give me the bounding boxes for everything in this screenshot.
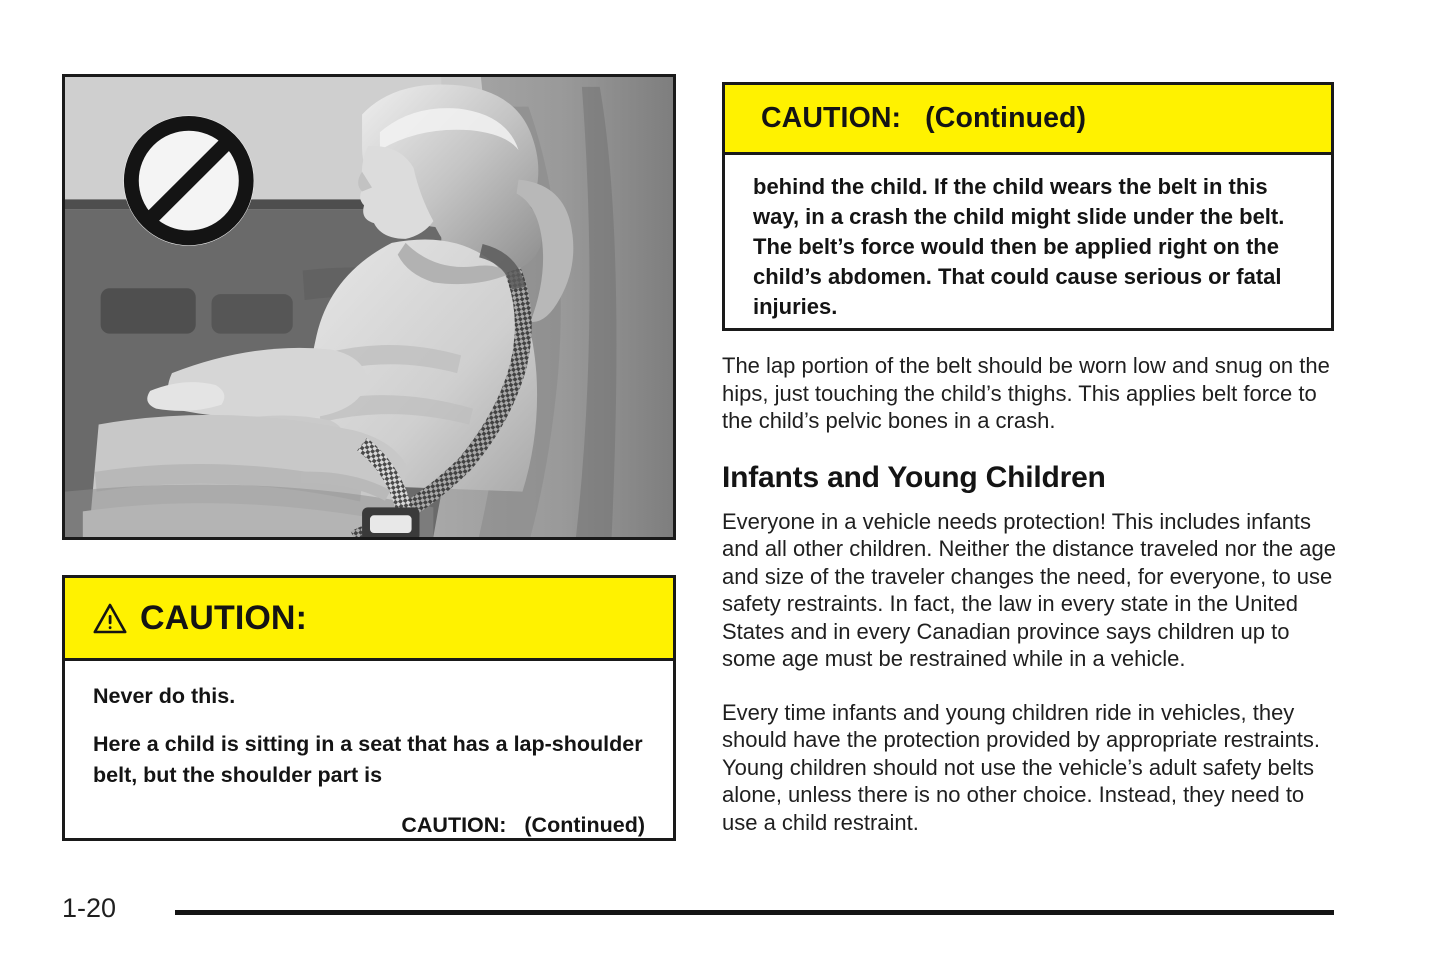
caution-left-line-1: Never do this. [93,684,236,708]
page-number: 1-20 [62,893,117,923]
paragraph-lap-portion: The lap portion of the belt should be worn low and snug on the hips, just touching the child’s thighs. This applies belt force to the child’s pelvic bones in a crash. [722,353,1330,433]
paragraph-everyone-protection: Everyone in a vehicle needs protection! This includes infants and all other children. Neither the distance traveled nor the age and size of the traveler changes the need, for everyone, to use safety restraints. In fact, the law in every state in the United States and in every Canadian province says children up to some age must be restrained while in a vehicle. [722,508,1336,671]
safety-belt-illustration [62,74,676,540]
paragraph-every-time-infants: Every time infants and young children ride in vehicles, they should have the protection provided by appropriate restraints. Young children should not use the vehicle’s adult safety belts alone, unless there is no other choice. Instead, they need to use a child restraint. [722,699,1321,835]
footer-divider [175,910,1334,915]
main-text-column [722,352,1336,862]
page-section-heading: Infants and Young Children [722,460,1106,494]
caution-left-line-2: Here a child is sitting in a seat that has a lap-shoulder belt, but the shoulder part is [93,732,643,787]
caution-header-right [725,85,1331,155]
caution-left-title: CAUTION: [140,598,307,637]
caution-left-continued-label: CAUTION: (Continued) [401,813,645,837]
caution-right-text: behind the child. If the child wears the belt in this way, in a crash the child might slide under the belt. The belt’s force would then be applied right on the child’s abdomen. That could cause serious or fatal injuries. [753,174,1285,319]
caution-right-title: CAUTION: (Continued) [761,102,1087,134]
warning-triangle-icon [93,603,127,634]
caution-box-right-continued [722,82,1334,331]
caution-header-left [65,578,673,661]
no-circle-slash-icon [127,119,250,241]
page-footer [62,893,1334,933]
illustration-artwork [65,77,673,537]
caution-left-body [65,661,673,851]
caution-right-body [725,155,1331,332]
caution-box-left [62,575,676,841]
